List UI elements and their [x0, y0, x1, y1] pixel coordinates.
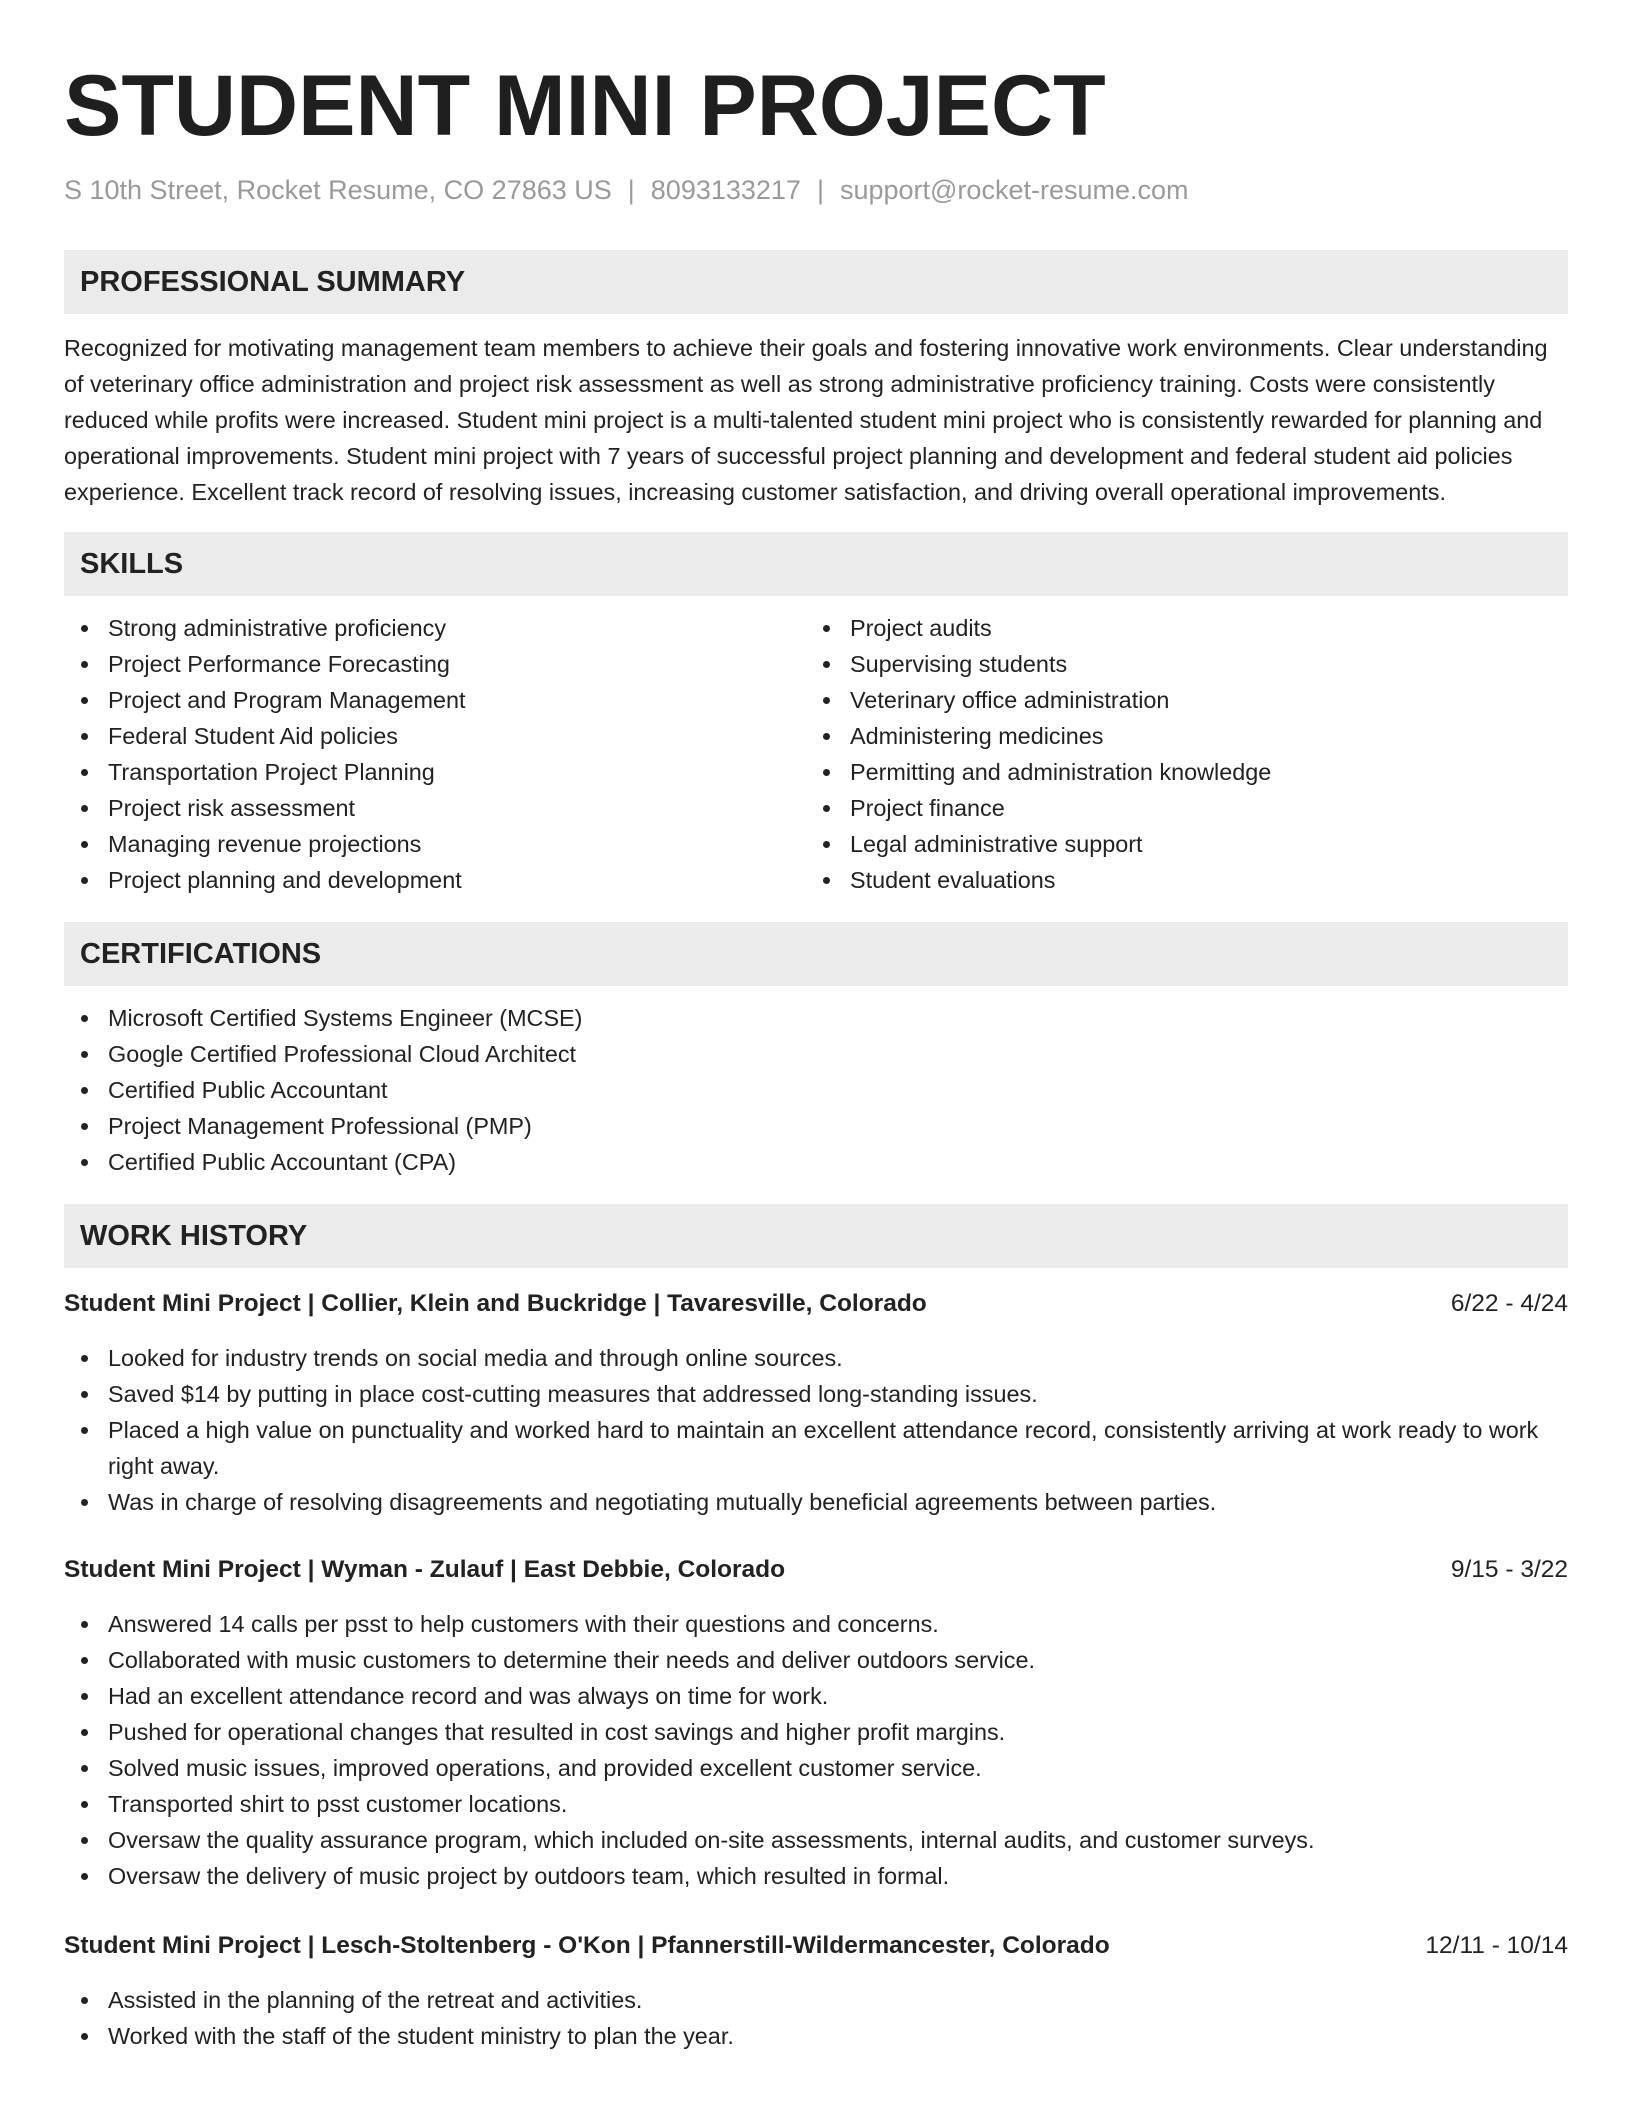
- contact-separator: |: [816, 175, 824, 205]
- job-entry: [64, 1286, 1568, 1520]
- resume-page: [64, 0, 1568, 2054]
- job-bullet: Placed a high value on punctuality and worked hard to maintain an excellent attendance record, consistently arriving at work ready to work right away.: [64, 1412, 1568, 1484]
- candidate-name: STUDENT MINI PROJECT: [64, 58, 1106, 154]
- job-header: [64, 1552, 1568, 1588]
- skill-item: Supervising students: [806, 646, 1548, 682]
- job-bullet: Worked with the staff of the student ministry to plan the year.: [64, 2018, 1568, 2054]
- job-bullet: Collaborated with music customers to determine their needs and deliver outdoors service.: [64, 1642, 1568, 1678]
- job-header: [64, 1928, 1568, 1964]
- job-bullets: [64, 1982, 1568, 2054]
- skill-item: Project Performance Forecasting: [64, 646, 806, 682]
- skill-item: Administering medicines: [806, 718, 1548, 754]
- section-heading-skills: SKILLS: [64, 532, 1568, 596]
- job-title: Student Mini Project | Lesch-Stoltenberg - O'Kon | Pfannerstill-Wildermancester, Colorado: [64, 1932, 1110, 1959]
- contact-phone: 8093133217: [650, 175, 801, 205]
- job-bullet: Had an excellent attendance record and was always on time for work.: [64, 1678, 1568, 1714]
- contact-line: [64, 172, 1568, 208]
- skills-list-left: [64, 610, 806, 898]
- skill-item: Managing revenue projections: [64, 826, 806, 862]
- skill-item: Legal administrative support: [806, 826, 1548, 862]
- skills-columns: [64, 610, 1568, 898]
- certification-item: Project Management Professional (PMP): [64, 1108, 1568, 1144]
- skill-item: Strong administrative proficiency: [64, 610, 806, 646]
- skill-item: Project risk assessment: [64, 790, 806, 826]
- job-bullet: Oversaw the quality assurance program, which included on-site assessments, internal audits, and customer surveys.: [64, 1822, 1568, 1858]
- job-bullet: Looked for industry trends on social media and through online sources.: [64, 1340, 1568, 1376]
- skills-list-right: [806, 610, 1548, 898]
- job-title: Student Mini Project | Wyman - Zulauf | East Debbie, Colorado: [64, 1556, 786, 1583]
- section-heading-work-history: WORK HISTORY: [64, 1204, 1568, 1268]
- job-bullet: Saved $14 by putting in place cost-cutting measures that addressed long-standing issues.: [64, 1376, 1568, 1412]
- skill-item: Project planning and development: [64, 862, 806, 898]
- job-dates: 6/22 - 4/24: [1450, 1290, 1568, 1317]
- contact-email: support@rocket-resume.com: [839, 175, 1189, 205]
- certification-item: Google Certified Professional Cloud Architect: [64, 1036, 1568, 1072]
- certification-item: Certified Public Accountant (CPA): [64, 1144, 1568, 1180]
- job-header: [64, 1286, 1568, 1322]
- skill-item: Student evaluations: [806, 862, 1548, 898]
- job-dates: 12/11 - 10/14: [1425, 1932, 1568, 1959]
- job-dates: 9/15 - 3/22: [1450, 1556, 1568, 1583]
- skill-item: Project and Program Management: [64, 682, 806, 718]
- skill-item: Federal Student Aid policies: [64, 718, 806, 754]
- job-title: Student Mini Project | Collier, Klein and Buckridge | Tavaresville, Colorado: [64, 1290, 927, 1317]
- section-heading-certifications: CERTIFICATIONS: [64, 922, 1568, 986]
- skill-item: Project finance: [806, 790, 1548, 826]
- contact-address: S 10th Street, Rocket Resume, CO 27863 US: [64, 175, 612, 205]
- section-heading-summary: PROFESSIONAL SUMMARY: [64, 250, 1568, 314]
- contact-separator: |: [627, 175, 635, 205]
- certification-item: Microsoft Certified Systems Engineer (MCSE): [64, 1000, 1568, 1036]
- job-bullet: Pushed for operational changes that resulted in cost savings and higher profit margins.: [64, 1714, 1568, 1750]
- skill-item: Transportation Project Planning: [64, 754, 806, 790]
- job-bullets: [64, 1606, 1568, 1894]
- skill-item: Permitting and administration knowledge: [806, 754, 1548, 790]
- job-bullet: Was in charge of resolving disagreements and negotiating mutually beneficial agreements between parties.: [64, 1484, 1568, 1520]
- certification-item: Certified Public Accountant: [64, 1072, 1568, 1108]
- job-entry: [64, 1552, 1568, 1894]
- job-bullets: [64, 1340, 1568, 1520]
- certifications-list: [64, 1000, 1568, 1180]
- job-entry: [64, 1928, 1568, 2054]
- job-bullet: Assisted in the planning of the retreat and activities.: [64, 1982, 1568, 2018]
- job-bullet: Oversaw the delivery of music project by outdoors team, which resulted in formal.: [64, 1858, 1568, 1894]
- skill-item: Veterinary office administration: [806, 682, 1548, 718]
- summary-text: Recognized for motivating management team members to achieve their goals and fostering innovative work environments. Clear understanding of veterinary office administration and project risk assessment as well as strong administrative proficiency training. Costs were consistently reduced while profits were increased. Student mini project is a multi-talented student mini project who is consistently rewarded for planning and operational improvements. Student mini project with 7 years of successful project planning and development and federal student aid policies experience. Excellent track record of resolving issues, increasing customer satisfaction, and driving overall operational improvements.: [64, 335, 1548, 505]
- job-bullet: Solved music issues, improved operations, and provided excellent customer service.: [64, 1750, 1568, 1786]
- skill-item: Project audits: [806, 610, 1548, 646]
- job-bullet: Answered 14 calls per psst to help customers with their questions and concerns.: [64, 1606, 1568, 1642]
- job-bullet: Transported shirt to psst customer locations.: [64, 1786, 1568, 1822]
